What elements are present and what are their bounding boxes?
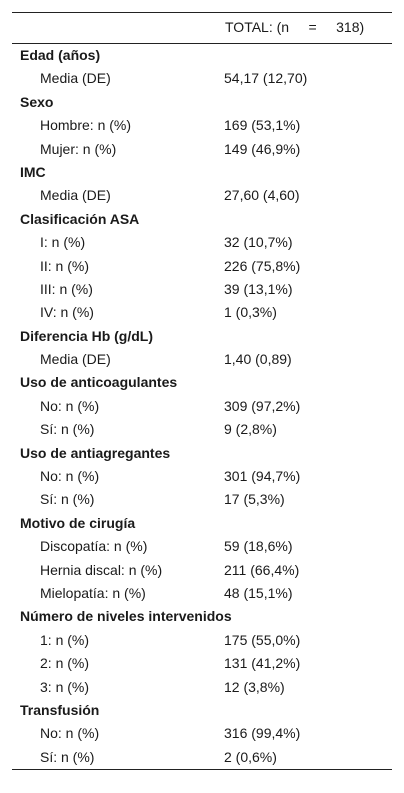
row-label: 3: n (%)	[40, 678, 90, 695]
row-value: 169 (53,1%)	[224, 117, 301, 134]
table-row	[12, 395, 392, 418]
table-row	[12, 629, 392, 652]
row-value: 39 (13,1%)	[224, 280, 293, 297]
row-value: 301 (94,7%)	[224, 468, 301, 485]
row-value: 9 (2,8%)	[224, 421, 277, 438]
row-label: IV: n (%)	[40, 304, 94, 321]
row-label: 2: n (%)	[40, 655, 90, 672]
row-value: 175 (55,0%)	[224, 631, 301, 648]
row-label: No: n (%)	[40, 725, 100, 742]
total-header: TOTAL: (n = 318)	[225, 19, 365, 35]
row-label: Media (DE)	[40, 187, 111, 204]
row-value: 48 (15,1%)	[224, 584, 293, 601]
section-title: Uso de anticoagulantes	[20, 374, 178, 391]
row-label: III: n (%)	[40, 280, 93, 297]
section-title: Transfusión	[20, 701, 100, 718]
row-value: 1 (0,3%)	[224, 304, 277, 321]
table-row	[12, 348, 392, 371]
row-value: 211 (66,4%)	[224, 561, 300, 578]
table-row	[12, 559, 392, 582]
table-row	[12, 652, 392, 675]
table-row	[12, 582, 392, 605]
row-value: 316 (99,4%)	[224, 725, 301, 742]
table-row	[12, 231, 392, 254]
table-row	[12, 488, 392, 511]
table-row	[12, 184, 392, 207]
row-label: Sí: n (%)	[40, 491, 95, 508]
section-title: Uso de antiagregantes	[20, 444, 171, 461]
row-label: Media (DE)	[40, 351, 111, 368]
row-label: Hombre: n (%)	[40, 117, 132, 134]
section-title: IMC	[20, 163, 46, 180]
table-row	[12, 746, 392, 769]
table-row	[12, 67, 392, 90]
table-row	[12, 255, 392, 278]
table-row	[12, 535, 392, 558]
row-value: 149 (46,9%)	[224, 140, 301, 157]
row-value: 17 (5,3%)	[224, 491, 285, 508]
row-label: Mujer: n (%)	[40, 140, 117, 157]
row-label: 1: n (%)	[40, 631, 90, 648]
row-value: 309 (97,2%)	[224, 397, 301, 414]
row-label: Sí: n (%)	[40, 421, 95, 438]
row-label: Discopatía: n (%)	[40, 538, 148, 555]
section-title: Clasificación ASA	[20, 210, 140, 227]
table-row	[12, 722, 392, 745]
row-label: Media (DE)	[40, 70, 111, 87]
row-value: 54,17 (12,70)	[224, 70, 308, 87]
row-value: 59 (18,6%)	[224, 538, 293, 555]
section-title: Diferencia Hb (g/dL)	[20, 327, 154, 344]
table-row	[12, 418, 392, 441]
row-value: 12 (3,8%)	[224, 678, 285, 695]
table-header	[12, 13, 392, 44]
row-value: 2 (0,6%)	[224, 748, 277, 765]
row-label: II: n (%)	[40, 257, 90, 274]
section-title: Sexo	[20, 93, 54, 110]
row-label: Hernia discal: n (%)	[40, 561, 163, 578]
table-row	[12, 301, 392, 324]
table-row	[12, 114, 392, 137]
section-title: Motivo de cirugía	[20, 514, 136, 531]
table-row	[12, 676, 392, 699]
row-label: Mielopatía: n (%)	[40, 584, 146, 601]
row-value: 226 (75,8%)	[224, 257, 301, 274]
row-value: 27,60 (4,60)	[224, 187, 300, 204]
table-row	[12, 278, 392, 301]
row-label: No: n (%)	[40, 397, 100, 414]
data-table	[12, 12, 392, 770]
row-label: Sí: n (%)	[40, 748, 95, 765]
section-title: Número de niveles intervenidos	[20, 608, 232, 625]
table-row	[12, 138, 392, 161]
row-label: No: n (%)	[40, 468, 100, 485]
row-label: I: n (%)	[40, 234, 86, 251]
table-body	[12, 44, 392, 769]
row-value: 1,40 (0,89)	[224, 351, 292, 368]
section-title: Edad (años)	[20, 47, 101, 63]
row-value: 131 (41,2%)	[224, 655, 301, 672]
row-value: 32 (10,7%)	[224, 234, 293, 251]
table-row	[12, 465, 392, 488]
